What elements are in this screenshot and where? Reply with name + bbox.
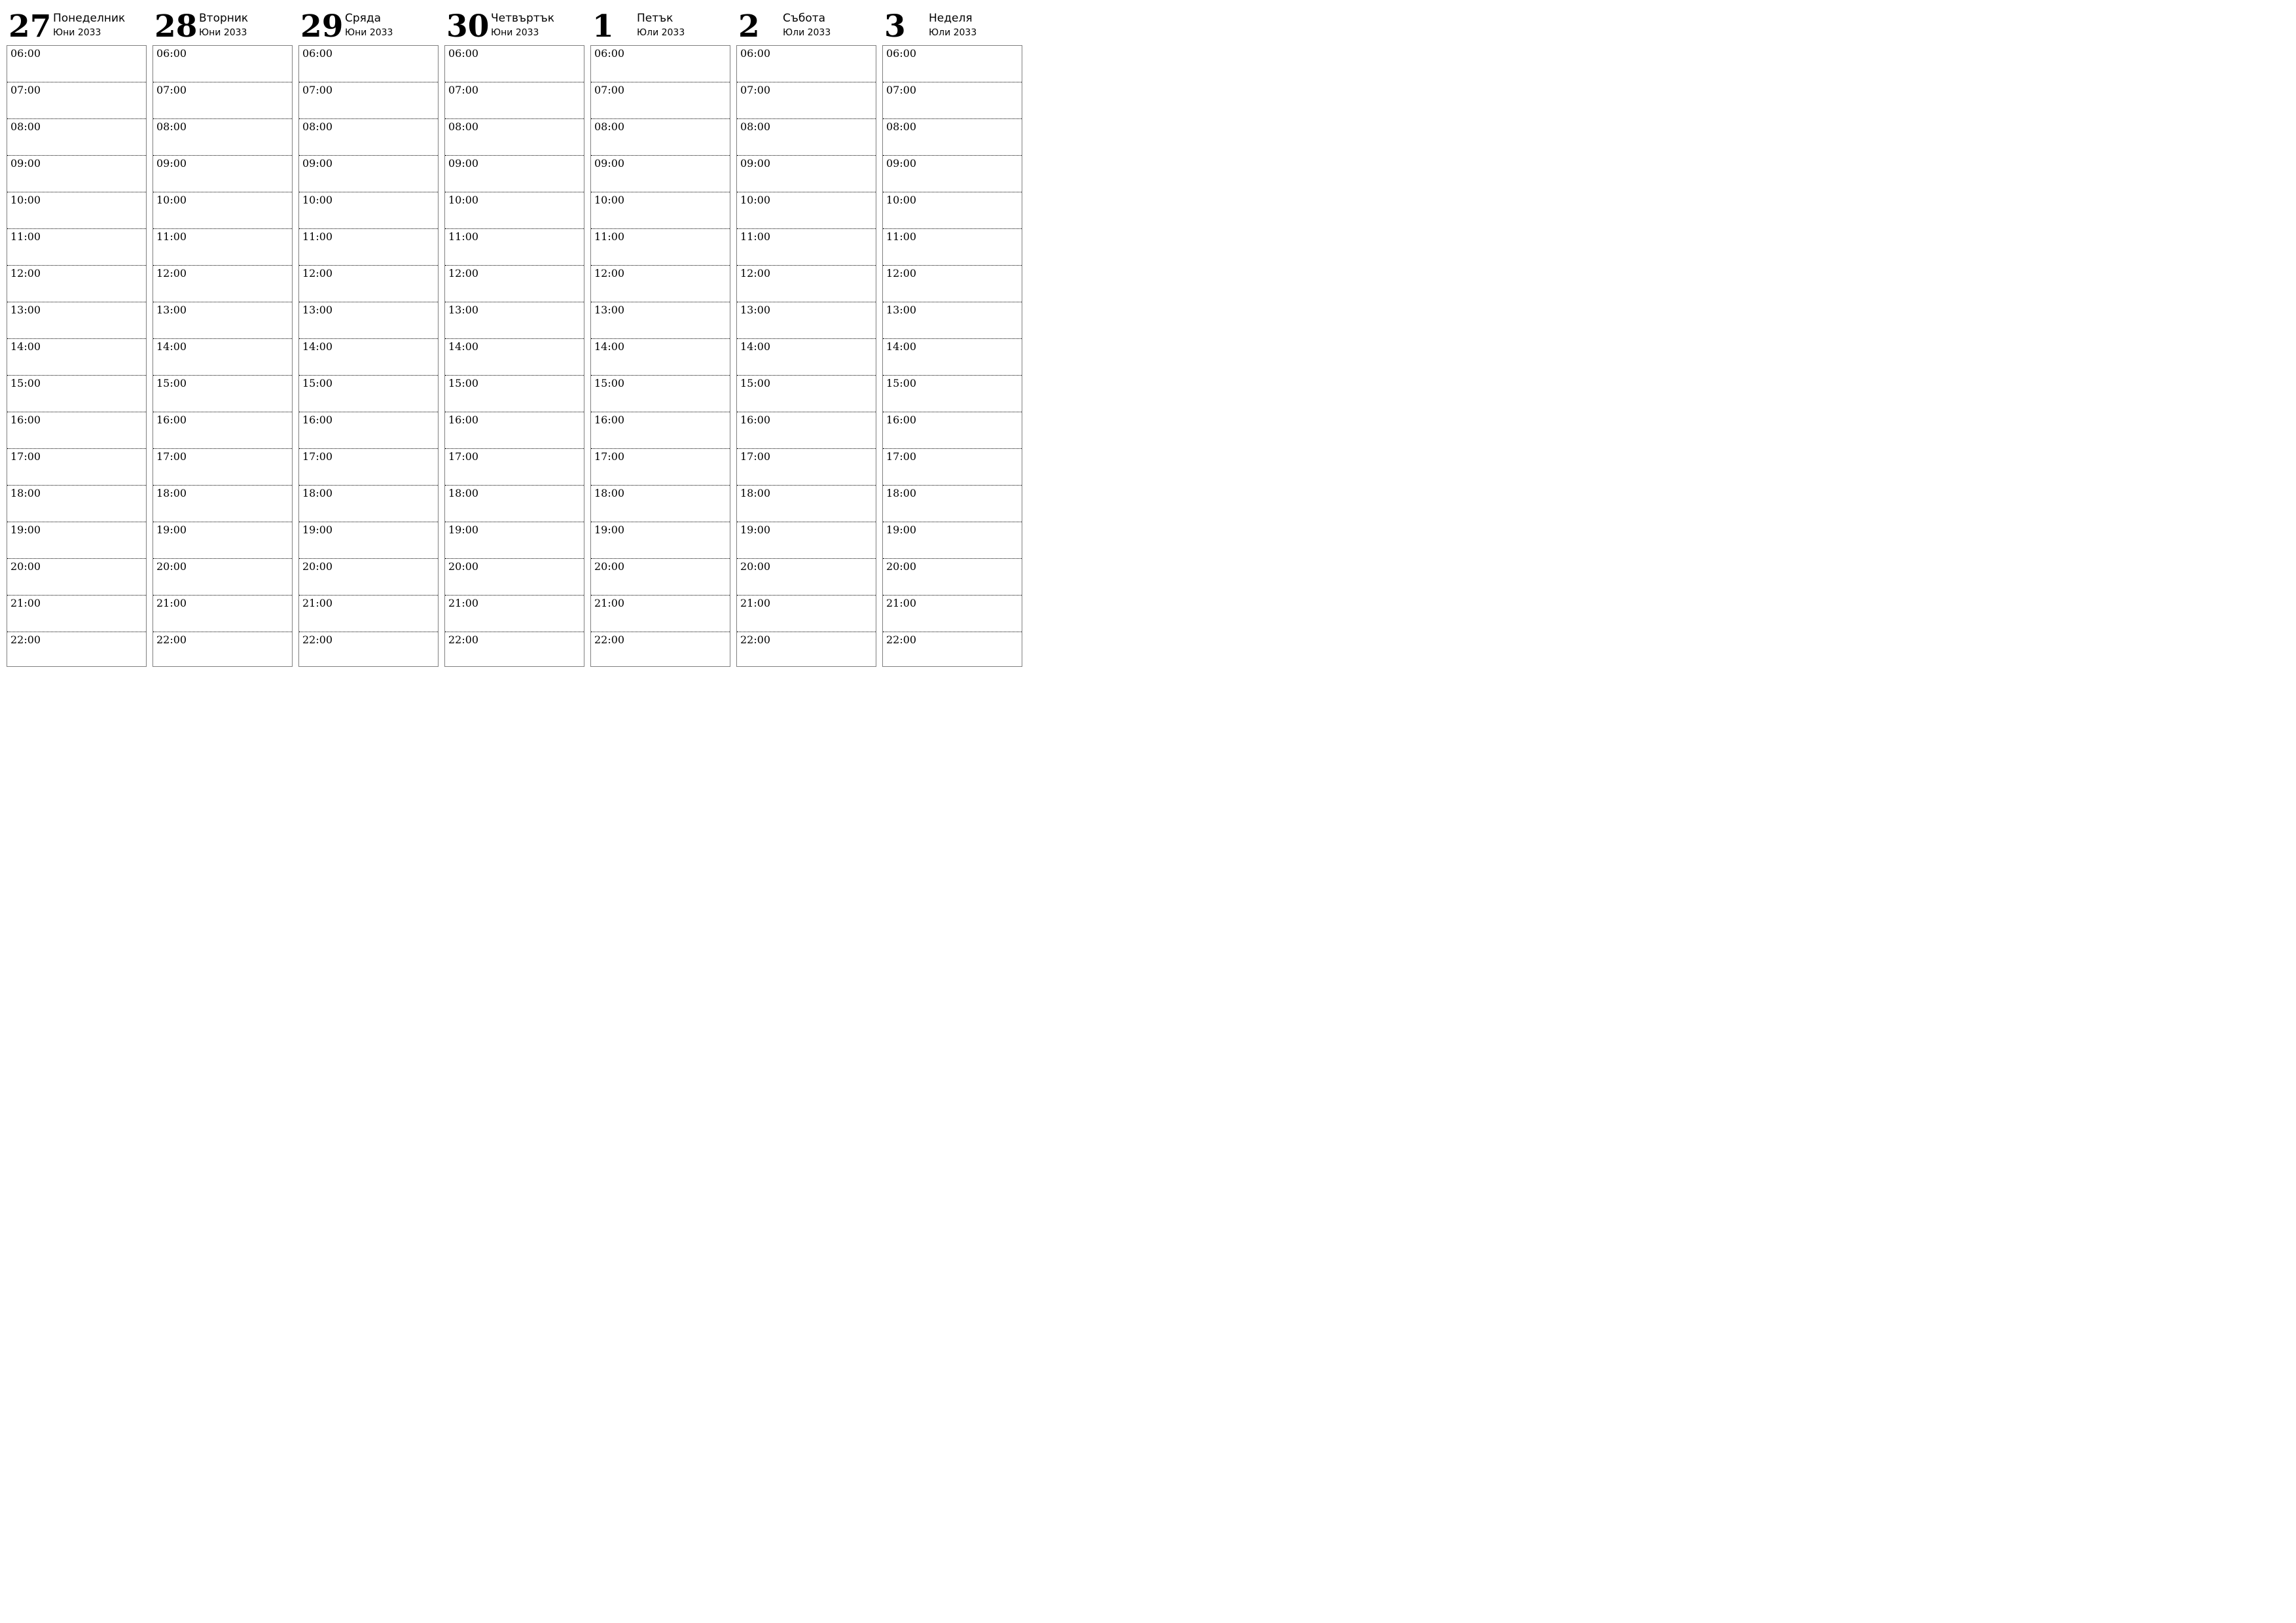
hour-slot[interactable] xyxy=(737,266,876,302)
hour-label: 09:00 xyxy=(156,157,187,169)
hour-slot[interactable] xyxy=(737,632,876,669)
hour-label: 09:00 xyxy=(594,157,625,169)
hour-label: 22:00 xyxy=(302,633,333,646)
hour-slot[interactable] xyxy=(153,192,292,229)
hour-slot[interactable] xyxy=(737,522,876,559)
day-schedule-box xyxy=(7,45,147,667)
hour-label: 16:00 xyxy=(448,414,479,426)
month-year: Юни 2033 xyxy=(491,27,539,38)
hour-label: 20:00 xyxy=(10,560,41,573)
day-label-group xyxy=(637,12,685,39)
hour-label: 14:00 xyxy=(10,340,41,353)
hour-label: 22:00 xyxy=(886,633,917,646)
hour-label: 18:00 xyxy=(302,487,333,499)
hour-label: 22:00 xyxy=(448,633,479,646)
hour-slot[interactable] xyxy=(153,82,292,119)
hour-slot[interactable] xyxy=(153,376,292,412)
hour-slot[interactable] xyxy=(153,596,292,632)
hour-label: 07:00 xyxy=(594,84,625,96)
hour-slot[interactable] xyxy=(7,339,146,376)
hour-label: 13:00 xyxy=(10,304,41,316)
hour-slot[interactable] xyxy=(591,596,730,632)
hour-label: 20:00 xyxy=(740,560,771,573)
day-number: 28 xyxy=(154,9,198,45)
hour-label: 22:00 xyxy=(594,633,625,646)
hour-label: 14:00 xyxy=(302,340,333,353)
hour-label: 16:00 xyxy=(10,414,41,426)
hour-slot[interactable] xyxy=(591,449,730,486)
hour-label: 09:00 xyxy=(448,157,479,169)
hour-slot[interactable] xyxy=(737,559,876,596)
day-label-group xyxy=(929,12,977,39)
hour-slot[interactable] xyxy=(591,266,730,302)
day-column xyxy=(152,5,293,667)
day-number: 1 xyxy=(592,9,614,45)
hour-label: 16:00 xyxy=(886,414,917,426)
weekday-name: Петък xyxy=(637,12,673,25)
hour-label: 15:00 xyxy=(302,377,333,389)
hour-slot[interactable] xyxy=(153,449,292,486)
hour-slot[interactable] xyxy=(883,486,1022,522)
hour-slot[interactable] xyxy=(737,596,876,632)
hour-slot[interactable] xyxy=(445,596,584,632)
hour-label: 18:00 xyxy=(448,487,479,499)
hour-label: 18:00 xyxy=(740,487,771,499)
hour-slot[interactable] xyxy=(299,119,438,156)
hour-label: 06:00 xyxy=(302,47,333,60)
hour-slot[interactable] xyxy=(591,559,730,596)
hour-label: 11:00 xyxy=(594,230,625,243)
day-number: 2 xyxy=(738,9,760,45)
hour-label: 14:00 xyxy=(448,340,479,353)
hour-label: 14:00 xyxy=(594,340,625,353)
hour-label: 17:00 xyxy=(10,450,41,463)
weekday-name: Събота xyxy=(783,12,826,25)
hour-slot[interactable] xyxy=(591,119,730,156)
hour-slot[interactable] xyxy=(7,486,146,522)
hour-label: 19:00 xyxy=(740,524,771,536)
hour-label: 20:00 xyxy=(594,560,625,573)
hour-label: 19:00 xyxy=(302,524,333,536)
hour-slot[interactable] xyxy=(7,229,146,266)
weekday-name: Сряда xyxy=(345,12,382,25)
day-schedule-box xyxy=(590,45,730,667)
hour-label: 07:00 xyxy=(740,84,771,96)
hour-label: 18:00 xyxy=(156,487,187,499)
hour-slot[interactable] xyxy=(153,302,292,339)
hour-label: 16:00 xyxy=(302,414,333,426)
hour-slot[interactable] xyxy=(445,339,584,376)
hour-slot[interactable] xyxy=(299,339,438,376)
hour-slot[interactable] xyxy=(153,559,292,596)
hour-slot[interactable] xyxy=(299,192,438,229)
hour-label: 06:00 xyxy=(156,47,187,60)
hour-label: 06:00 xyxy=(10,47,41,60)
hour-slot[interactable] xyxy=(883,522,1022,559)
day-header xyxy=(7,5,147,45)
hour-slot[interactable] xyxy=(7,82,146,119)
hour-label: 12:00 xyxy=(448,267,479,279)
hour-slot[interactable] xyxy=(445,156,584,192)
hour-slot[interactable] xyxy=(153,522,292,559)
hour-label: 06:00 xyxy=(594,47,625,60)
hour-slot[interactable] xyxy=(445,486,584,522)
hour-label: 16:00 xyxy=(740,414,771,426)
hour-slot[interactable] xyxy=(445,412,584,449)
hour-label: 08:00 xyxy=(156,120,187,133)
day-schedule-box xyxy=(298,45,439,667)
hour-slot[interactable] xyxy=(883,596,1022,632)
hour-label: 21:00 xyxy=(10,597,41,609)
hour-label: 07:00 xyxy=(10,84,41,96)
day-label-group xyxy=(491,12,554,39)
day-schedule-box xyxy=(152,45,293,667)
hour-label: 11:00 xyxy=(302,230,333,243)
hour-label: 21:00 xyxy=(594,597,625,609)
hour-label: 08:00 xyxy=(740,120,771,133)
hour-slot[interactable] xyxy=(883,302,1022,339)
hour-label: 16:00 xyxy=(594,414,625,426)
hour-slot[interactable] xyxy=(737,82,876,119)
hour-label: 09:00 xyxy=(886,157,917,169)
hour-label: 20:00 xyxy=(302,560,333,573)
hour-label: 19:00 xyxy=(886,524,917,536)
hour-label: 15:00 xyxy=(156,377,187,389)
hour-slot[interactable] xyxy=(883,266,1022,302)
hour-slot[interactable] xyxy=(737,339,876,376)
hour-slot[interactable] xyxy=(737,46,876,82)
hour-slot[interactable] xyxy=(591,339,730,376)
hour-slot[interactable] xyxy=(445,632,584,669)
hour-slot[interactable] xyxy=(591,46,730,82)
hour-label: 22:00 xyxy=(740,633,771,646)
day-number: 27 xyxy=(9,9,52,45)
hour-slot[interactable] xyxy=(445,376,584,412)
hour-label: 10:00 xyxy=(448,194,479,206)
weekday-name: Понеделник xyxy=(53,12,126,25)
hour-label: 06:00 xyxy=(740,47,771,60)
hour-label: 19:00 xyxy=(594,524,625,536)
hour-slot[interactable] xyxy=(737,376,876,412)
month-year: Юли 2033 xyxy=(637,27,685,38)
hour-label: 17:00 xyxy=(448,450,479,463)
hour-label: 08:00 xyxy=(10,120,41,133)
hour-label: 13:00 xyxy=(156,304,187,316)
hour-slot[interactable] xyxy=(153,156,292,192)
hour-label: 15:00 xyxy=(594,377,625,389)
hour-label: 20:00 xyxy=(156,560,187,573)
hour-slot[interactable] xyxy=(299,229,438,266)
hour-slot[interactable] xyxy=(883,82,1022,119)
hour-label: 21:00 xyxy=(886,597,917,609)
hour-slot[interactable] xyxy=(445,192,584,229)
hour-slot[interactable] xyxy=(153,229,292,266)
hour-slot[interactable] xyxy=(591,192,730,229)
hour-label: 12:00 xyxy=(156,267,187,279)
hour-slot[interactable] xyxy=(299,376,438,412)
day-header xyxy=(590,5,730,45)
day-schedule-box xyxy=(444,45,584,667)
hour-label: 10:00 xyxy=(886,194,917,206)
hour-slot[interactable] xyxy=(445,229,584,266)
hour-label: 14:00 xyxy=(886,340,917,353)
hour-label: 12:00 xyxy=(302,267,333,279)
hour-slot[interactable] xyxy=(591,412,730,449)
hour-slot[interactable] xyxy=(299,596,438,632)
hour-label: 16:00 xyxy=(156,414,187,426)
hour-slot[interactable] xyxy=(299,559,438,596)
day-header xyxy=(882,5,1022,45)
hour-label: 11:00 xyxy=(156,230,187,243)
hour-slot[interactable] xyxy=(7,119,146,156)
hour-label: 13:00 xyxy=(886,304,917,316)
hour-slot[interactable] xyxy=(7,522,146,559)
hour-slot[interactable] xyxy=(299,632,438,669)
hour-label: 15:00 xyxy=(448,377,479,389)
hour-label: 21:00 xyxy=(740,597,771,609)
day-column xyxy=(298,5,439,667)
hour-slot[interactable] xyxy=(299,266,438,302)
hour-slot[interactable] xyxy=(299,412,438,449)
hour-slot[interactable] xyxy=(737,156,876,192)
hour-slot[interactable] xyxy=(299,302,438,339)
hour-slot[interactable] xyxy=(7,412,146,449)
hour-slot[interactable] xyxy=(7,192,146,229)
hour-slot[interactable] xyxy=(153,486,292,522)
hour-label: 11:00 xyxy=(10,230,41,243)
hour-slot[interactable] xyxy=(7,449,146,486)
month-year: Юли 2033 xyxy=(783,27,831,38)
month-year: Юни 2033 xyxy=(199,27,247,38)
hour-slot[interactable] xyxy=(591,229,730,266)
hour-label: 21:00 xyxy=(302,597,333,609)
hour-slot[interactable] xyxy=(153,632,292,669)
hour-label: 21:00 xyxy=(448,597,479,609)
hour-label: 17:00 xyxy=(302,450,333,463)
hour-label: 17:00 xyxy=(740,450,771,463)
hour-slot[interactable] xyxy=(445,302,584,339)
day-label-group xyxy=(53,12,125,39)
hour-slot[interactable] xyxy=(591,156,730,192)
month-year: Юни 2033 xyxy=(53,27,101,38)
hour-slot[interactable] xyxy=(445,46,584,82)
day-header xyxy=(152,5,293,45)
hour-slot[interactable] xyxy=(7,596,146,632)
hour-label: 07:00 xyxy=(886,84,917,96)
hour-label: 10:00 xyxy=(10,194,41,206)
hour-slot[interactable] xyxy=(153,46,292,82)
hour-slot[interactable] xyxy=(299,156,438,192)
hour-label: 06:00 xyxy=(448,47,479,60)
hour-slot[interactable] xyxy=(153,412,292,449)
hour-label: 09:00 xyxy=(302,157,333,169)
hour-slot[interactable] xyxy=(591,376,730,412)
hour-label: 07:00 xyxy=(156,84,187,96)
hour-label: 09:00 xyxy=(740,157,771,169)
hour-label: 17:00 xyxy=(594,450,625,463)
hour-label: 10:00 xyxy=(156,194,187,206)
hour-slot[interactable] xyxy=(153,339,292,376)
weekly-planner xyxy=(7,5,1020,667)
hour-label: 10:00 xyxy=(594,194,625,206)
day-number: 29 xyxy=(300,9,344,45)
hour-label: 10:00 xyxy=(302,194,333,206)
hour-label: 12:00 xyxy=(886,267,917,279)
day-column xyxy=(444,5,584,667)
hour-label: 09:00 xyxy=(10,157,41,169)
hour-label: 10:00 xyxy=(740,194,771,206)
hour-label: 12:00 xyxy=(10,267,41,279)
hour-slot[interactable] xyxy=(737,412,876,449)
hour-label: 19:00 xyxy=(10,524,41,536)
hour-slot[interactable] xyxy=(7,376,146,412)
hour-label: 08:00 xyxy=(594,120,625,133)
hour-label: 17:00 xyxy=(156,450,187,463)
hour-slot[interactable] xyxy=(737,449,876,486)
hour-slot[interactable] xyxy=(883,229,1022,266)
hour-slot[interactable] xyxy=(7,632,146,669)
hour-slot[interactable] xyxy=(445,82,584,119)
day-number: 3 xyxy=(884,9,906,45)
hour-slot[interactable] xyxy=(883,412,1022,449)
hour-slot[interactable] xyxy=(591,632,730,669)
hour-label: 22:00 xyxy=(10,633,41,646)
hour-label: 14:00 xyxy=(740,340,771,353)
hour-slot[interactable] xyxy=(883,119,1022,156)
hour-label: 08:00 xyxy=(448,120,479,133)
hour-slot[interactable] xyxy=(7,156,146,192)
hour-slot[interactable] xyxy=(883,559,1022,596)
day-header xyxy=(444,5,584,45)
hour-label: 18:00 xyxy=(10,487,41,499)
hour-label: 06:00 xyxy=(886,47,917,60)
month-year: Юли 2033 xyxy=(929,27,977,38)
hour-label: 13:00 xyxy=(740,304,771,316)
hour-slot[interactable] xyxy=(591,522,730,559)
hour-slot[interactable] xyxy=(445,559,584,596)
hour-slot[interactable] xyxy=(299,82,438,119)
hour-label: 13:00 xyxy=(448,304,479,316)
weekday-name: Неделя xyxy=(929,12,973,25)
hour-label: 15:00 xyxy=(10,377,41,389)
hour-slot[interactable] xyxy=(445,522,584,559)
hour-label: 07:00 xyxy=(448,84,479,96)
day-label-group xyxy=(783,12,831,39)
hour-slot[interactable] xyxy=(7,266,146,302)
hour-label: 15:00 xyxy=(740,377,771,389)
hour-slot[interactable] xyxy=(591,302,730,339)
weekday-name: Четвъртък xyxy=(491,12,555,25)
hour-slot[interactable] xyxy=(883,339,1022,376)
hour-slot[interactable] xyxy=(153,266,292,302)
hour-slot[interactable] xyxy=(737,229,876,266)
hour-slot[interactable] xyxy=(883,46,1022,82)
hour-label: 21:00 xyxy=(156,597,187,609)
hour-label: 08:00 xyxy=(886,120,917,133)
hour-label: 17:00 xyxy=(886,450,917,463)
hour-slot[interactable] xyxy=(7,46,146,82)
hour-label: 20:00 xyxy=(886,560,917,573)
hour-label: 19:00 xyxy=(448,524,479,536)
day-schedule-box xyxy=(736,45,876,667)
hour-slot[interactable] xyxy=(737,119,876,156)
hour-label: 22:00 xyxy=(156,633,187,646)
day-column xyxy=(7,5,147,667)
day-column xyxy=(736,5,876,667)
hour-slot[interactable] xyxy=(7,559,146,596)
day-label-group xyxy=(199,12,248,39)
hour-slot[interactable] xyxy=(7,302,146,339)
hour-slot[interactable] xyxy=(299,522,438,559)
month-year: Юни 2033 xyxy=(345,27,393,38)
hour-label: 20:00 xyxy=(448,560,479,573)
hour-label: 14:00 xyxy=(156,340,187,353)
hour-slot[interactable] xyxy=(883,192,1022,229)
day-header xyxy=(736,5,876,45)
hour-slot[interactable] xyxy=(591,82,730,119)
hour-slot[interactable] xyxy=(299,46,438,82)
hour-label: 19:00 xyxy=(156,524,187,536)
day-number: 30 xyxy=(446,9,490,45)
hour-slot[interactable] xyxy=(883,449,1022,486)
hour-slot[interactable] xyxy=(445,266,584,302)
hour-slot[interactable] xyxy=(737,486,876,522)
hour-slot[interactable] xyxy=(883,632,1022,669)
hour-slot[interactable] xyxy=(299,449,438,486)
day-schedule-box xyxy=(882,45,1022,667)
hour-label: 13:00 xyxy=(594,304,625,316)
hour-label: 18:00 xyxy=(594,487,625,499)
day-column xyxy=(590,5,730,667)
weekday-name: Вторник xyxy=(199,12,249,25)
hour-slot[interactable] xyxy=(445,119,584,156)
hour-slot[interactable] xyxy=(445,449,584,486)
day-column xyxy=(882,5,1022,667)
hour-label: 11:00 xyxy=(448,230,479,243)
hour-label: 18:00 xyxy=(886,487,917,499)
day-header xyxy=(298,5,439,45)
hour-label: 11:00 xyxy=(740,230,771,243)
hour-label: 07:00 xyxy=(302,84,333,96)
hour-slot[interactable] xyxy=(737,302,876,339)
hour-slot[interactable] xyxy=(883,156,1022,192)
hour-slot[interactable] xyxy=(299,486,438,522)
hour-label: 12:00 xyxy=(740,267,771,279)
hour-label: 08:00 xyxy=(302,120,333,133)
day-label-group xyxy=(345,12,393,39)
hour-label: 12:00 xyxy=(594,267,625,279)
hour-slot[interactable] xyxy=(883,376,1022,412)
hour-slot[interactable] xyxy=(153,119,292,156)
hour-slot[interactable] xyxy=(737,192,876,229)
hour-slot[interactable] xyxy=(591,486,730,522)
hour-label: 15:00 xyxy=(886,377,917,389)
hour-label: 11:00 xyxy=(886,230,917,243)
hour-label: 13:00 xyxy=(302,304,333,316)
